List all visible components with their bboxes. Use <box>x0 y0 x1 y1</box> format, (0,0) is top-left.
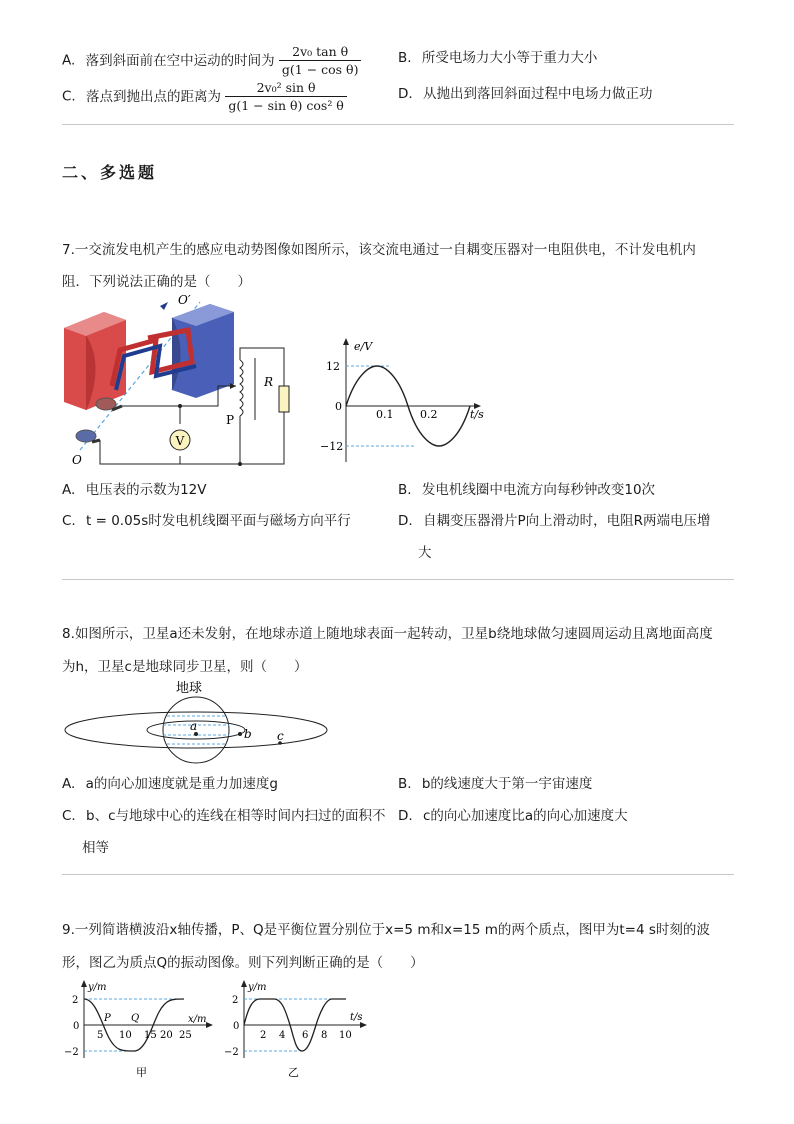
q7-option-b-text: 发电机线圈中电流方向每秒钟改变10次 <box>421 482 656 498</box>
q8-option-b-label: B. <box>398 776 412 792</box>
tick-pos: 12 <box>326 360 340 373</box>
q7-option-b-label: B. <box>398 482 412 498</box>
yi-ttick: 8 <box>321 1030 328 1041</box>
q8-option-b <box>398 772 592 792</box>
jia-xtick: 5 <box>97 1030 104 1041</box>
q7-stem-line1: 7.一交流发电机产生的感应电动势图像如图所示，该交流电通过一自耦变压器对一电阻供电，不计发电机内 <box>62 242 696 258</box>
jia-xtick: 20 <box>160 1030 173 1041</box>
jia-xlabel: x/m <box>188 1014 207 1025</box>
divider <box>62 579 734 580</box>
point-q-label: Q <box>131 1013 140 1024</box>
q6-option-c-fraction <box>225 80 347 113</box>
axis-o-label: O <box>72 453 82 467</box>
jia-xtick: 10 <box>119 1030 132 1041</box>
q8-option-a-text: a的向心加速度就是重力加速度g <box>85 776 278 792</box>
q6-option-d-label: D. <box>398 86 413 102</box>
q7-option-b <box>398 478 655 498</box>
q8-option-c-text-line2: 相等 <box>82 840 109 856</box>
q6-option-b <box>398 46 597 66</box>
jia-xtick: 15 <box>144 1030 157 1041</box>
q8-option-d <box>398 804 628 824</box>
jia-ytick-neg: −2 <box>64 1047 79 1058</box>
resistor <box>279 386 289 412</box>
q6-option-a-numerator: 2v₀ tan θ <box>279 44 362 61</box>
yi-ttick: 6 <box>302 1030 309 1041</box>
q6-option-c-label: C. <box>62 88 76 105</box>
yi-ttick: 2 <box>260 1030 267 1041</box>
q8-option-c-text-line1: b、c与地球中心的连线在相等时间内扫过的面积不 <box>86 808 386 824</box>
tick-neg: −12 <box>320 440 344 453</box>
q7-emf-graph <box>318 336 490 468</box>
q6-option-a-denominator: g(1 − cos θ) <box>281 62 359 77</box>
q7-option-a-text: 电压表的示数为12V <box>85 482 207 498</box>
q7-stem-line2: 阻．下列说法正确的是（ ） <box>62 274 251 290</box>
tick-0-2: 0.2 <box>420 408 438 421</box>
yi-ttick: 4 <box>279 1030 286 1041</box>
voltmeter-label: V <box>175 434 185 448</box>
yi-ytick-neg: −2 <box>224 1047 239 1058</box>
q6-option-c-text: 落点到抛出点的距离为 <box>86 88 222 105</box>
q8-option-d-label: D. <box>398 808 413 824</box>
q6-option-c-numerator: 2v₀² sin θ <box>225 80 347 97</box>
label-c: c <box>277 729 284 743</box>
jia-xtick: 25 <box>179 1030 192 1041</box>
q6-option-b-label: B. <box>398 50 412 66</box>
q7-option-d-text-line1: 自耦变压器滑片P向上滑动时，电阻R两端电压增 <box>422 513 711 529</box>
q7-option-d-text-line2: 大 <box>418 545 432 561</box>
section-title: 二、多选题 <box>62 163 158 182</box>
yi-xlabel: t/s <box>350 1012 363 1023</box>
jia-ytick-zero: 0 <box>73 1021 80 1032</box>
divider <box>62 874 734 875</box>
yi-ttick: 10 <box>339 1030 352 1041</box>
slip-ring-2 <box>76 430 96 442</box>
q6-option-c-denominator: g(1 − sin θ) cos² θ <box>228 98 344 113</box>
q7-option-d <box>398 509 711 529</box>
q6-option-b-text: 所受电场力大小等于重力大小 <box>421 50 598 66</box>
point-p-label: P <box>104 1013 111 1024</box>
q8-option-a-label: A. <box>62 776 76 792</box>
q8-option-c <box>62 804 386 824</box>
q7-option-d-label: D. <box>398 513 413 529</box>
q8-option-d-text: c的向心加速度比a的向心加速度大 <box>422 808 628 824</box>
q8-orbit-figure <box>62 678 340 770</box>
graph-ylabel: e/V <box>354 340 373 353</box>
q8-option-b-text: b的线速度大于第一宇宙速度 <box>421 776 593 792</box>
q8-stem-line2: 为h，卫星c是地球同步卫星，则（ ） <box>62 659 308 675</box>
label-b: b <box>244 727 252 741</box>
yi-ytick-zero: 0 <box>233 1021 240 1032</box>
earth-label: 地球 <box>176 681 203 696</box>
graph-xlabel: t/s <box>470 408 484 421</box>
satellite-b <box>238 732 242 736</box>
q9-stem-line1: 9.一列简谐横波沿x轴传播，P、Q是平衡位置分别位于x=5 m和x=15 m的两个质点，图甲为t=4 s时刻的波 <box>62 922 710 938</box>
q8-option-a <box>62 772 278 792</box>
q9-wave-graph-jia <box>62 978 218 1084</box>
q8-option-c-label: C. <box>62 808 76 824</box>
jia-caption: 甲 <box>136 1066 147 1079</box>
jia-ylabel: y/m <box>88 982 107 993</box>
divider <box>62 124 734 125</box>
q6-option-a-text: 落到斜面前在空中运动的时间为 <box>85 52 275 69</box>
q7-option-a <box>62 478 207 498</box>
q6-option-a-label: A. <box>62 52 76 69</box>
resistor-label: R <box>264 375 274 389</box>
q7-option-c <box>62 509 351 529</box>
q7-generator-figure <box>60 290 300 470</box>
q6-option-a <box>62 44 361 77</box>
rotation-arrow <box>160 302 168 310</box>
label-a: a <box>190 719 198 733</box>
q7-option-c-text: t = 0.05s时发电机线圈平面与磁场方向平行 <box>86 513 351 529</box>
q8-stem-line1: 8.如图所示，卫星a还未发射，在地球赤道上随地球表面一起转动，卫星b绕地球做匀速圆周运动且离地面高度 <box>62 626 713 642</box>
yi-ytick-pos: 2 <box>232 995 239 1006</box>
yi-ylabel: y/m <box>248 982 267 993</box>
q6-option-a-fraction <box>279 44 362 77</box>
q6-option-c <box>62 80 347 113</box>
tick-zero: 0 <box>335 400 342 413</box>
q7-option-a-label: A. <box>62 482 76 498</box>
q6-option-d-text: 从抛出到落回斜面过程中电场力做正功 <box>422 86 653 102</box>
yi-caption: 乙 <box>288 1066 299 1079</box>
q6-option-d <box>398 82 652 102</box>
q7-option-c-label: C. <box>62 513 76 529</box>
autotransformer <box>240 360 243 416</box>
tick-0-1: 0.1 <box>376 408 394 421</box>
axis-o-prime-label: O′ <box>178 293 191 307</box>
slider-label: P <box>226 413 235 427</box>
jia-ytick-pos: 2 <box>72 995 79 1006</box>
q9-vibration-graph-yi <box>222 978 372 1084</box>
q9-stem-line2: 形，图乙为质点Q的振动图像。则下列判断正确的是（ ） <box>62 955 424 971</box>
